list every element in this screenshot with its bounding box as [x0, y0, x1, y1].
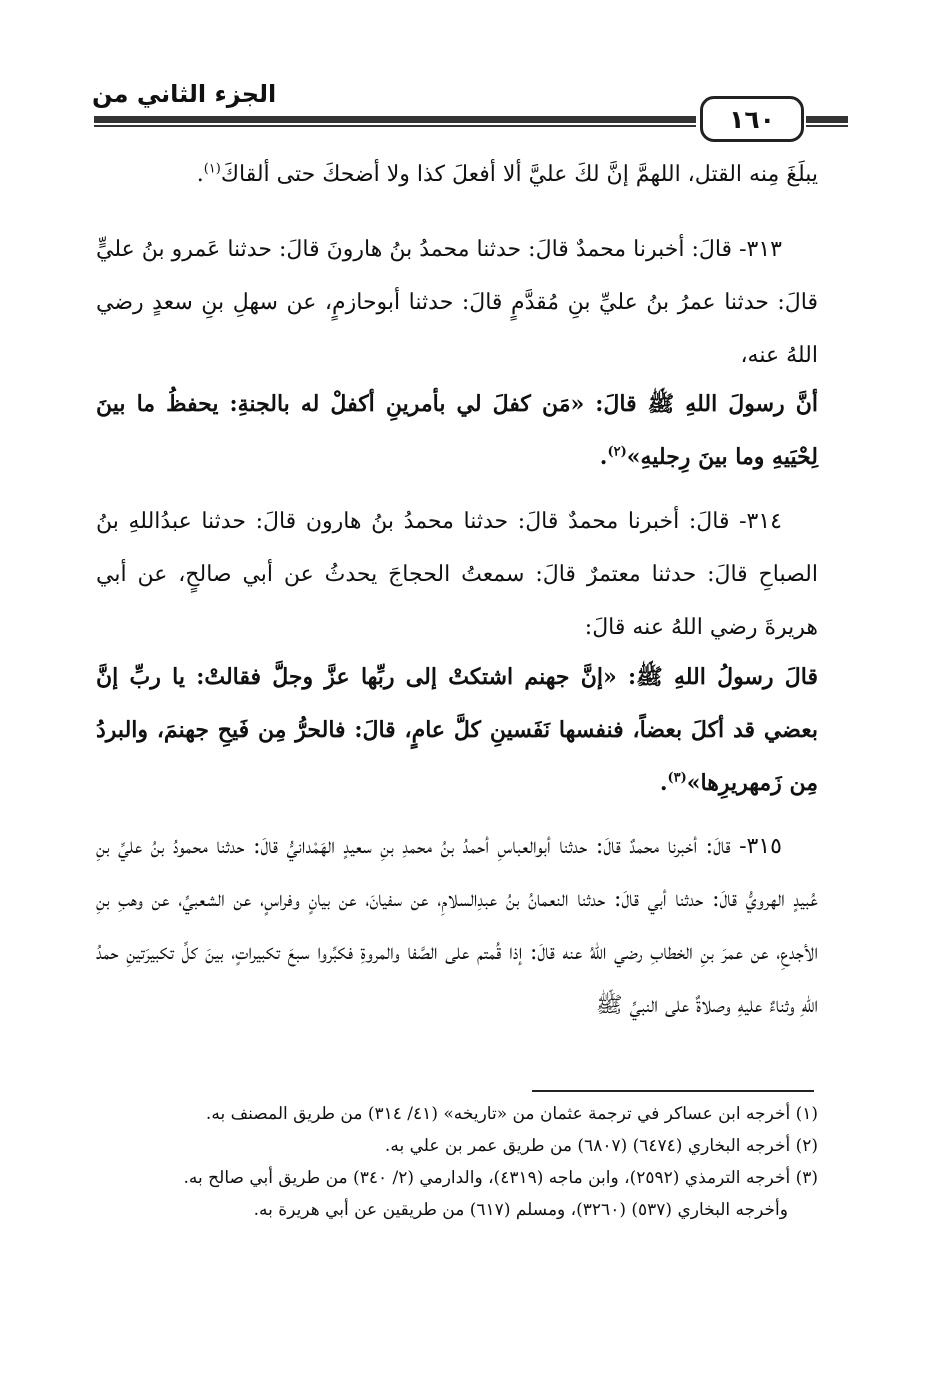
- header-rule-left: [94, 116, 696, 123]
- footnote-2: (٢) أخرجه البخاري (٦٤٧٤) (٦٨٠٧) من طريق عمر بن علي به.: [384, 1136, 818, 1156]
- paragraph-text: - قالَ: أخبرنا محمدٌ قالَ: حدثنا محمدُ بنُ هارونَ قالَ: حدثنا عَمرو بنُ عليٍّ قالَ: حدثنا عمرُ بنُ عليِّ بنِ مُقدَّمٍ قالَ: حدثنا أبوحازمٍ، عن سهلِ بنِ سعدٍ رضي اللهُ عنه،: [96, 237, 818, 368]
- hadith-number: ٣١٣: [746, 237, 782, 262]
- page-number: ١٦٠: [700, 96, 804, 142]
- footnotes: [96, 1098, 818, 1226]
- paragraph-end: .: [196, 162, 204, 187]
- hadith-text: قالَ رسولُ اللهِ ﷺ: «إنَّ جهنم اشتكتْ إلى ربِّها عزَّ وجلَّ فقالتْ: يا ربِّ إنَّ بعضي قد أكلَ بعضاً، فنفسها نَفَسينِ كلَّ عامٍ، قالَ: فالحرُّ مِن فَيحِ جهنمَ، والبردُ مِن زَمهريرِها»: [96, 664, 818, 796]
- hadith-313-text: [96, 378, 818, 484]
- hadith-314-text: [96, 651, 818, 810]
- running-head: الجزء الثاني من: [92, 80, 277, 108]
- hadith-number: ٣١٤: [746, 509, 782, 534]
- hadith-313-chain: [96, 223, 818, 382]
- paragraph-text: - قالَ: أخبرنا محمدٌ قالَ: حدثنا محمدُ بنُ هارون قالَ: حدثنا عبدُاللهِ بنُ الصباحِ قالَ: حدثنا معتمرٌ قالَ: سمعتُ الحجاجَ يحدثُ عن أبي صالحٍ، عن أبي هريرةَ رضي اللهُ عنه قالَ:: [96, 509, 818, 640]
- paragraph-end: .: [599, 444, 608, 470]
- footnote-ref: (١): [203, 161, 221, 177]
- footnote-ref: (٢): [607, 444, 627, 460]
- paragraph-end: .: [659, 770, 668, 796]
- hadith-315-chain: [96, 820, 818, 1032]
- hadith-number: ٣١٥: [746, 834, 782, 859]
- paragraph-continuation: [96, 148, 818, 201]
- footnote-separator: [532, 1090, 814, 1092]
- hadith-314-chain: [96, 495, 818, 654]
- paragraph-text: يبلَغَ مِنه القتل، اللهمَّ إنَّ لكَ عليَّ ألا أفعلَ كذا ولا أضحكَ حتى ألقاكَ: [220, 162, 818, 187]
- footnote-3: (٣) أخرجه الترمذي (٢٥٩٢)، وابن ماجه (٤٣١٩)، والدارمي (٢/ ٣٤٠) من طريق أبي صالح به.: [183, 1168, 818, 1188]
- paragraph-text: - قالَ: أخبرنا محمدٌ قالَ: حدثنا أبوالعباسِ أحمدُ بنُ محمدِ بنِ سعيدٍ الهَمْدانيُّ قالَ: حدثنا محمودُ بنُ عليِّ بنِ عُبيدٍ الهرويُّ قالَ: حدثنا أبي قالَ: حدثنا النعمانُ بنُ عبدِالسلامِ، عن سفيانَ، عن بيانٍ وفراسٍ، عن الشعبيِّ، عن وهبِ بنِ الأجدعِ، عن عمرَ بنِ الخطابِ رضي اللهُ عنه قالَ: إذا قُمتم على الصَّفا والمروةِ فكبِّروا سبعَ تكبيراتٍ، بينَ كلِّ تكبيرَتينِ حمدُ اللهِ وثناءٌ عليهِ وصلاةٌ على النبيِّ ﷺ: [96, 834, 818, 1018]
- header-rule-right: [806, 116, 848, 123]
- footnote-1: (١) أخرجه ابن عساكر في ترجمة عثمان من «تاريخه» (٤١/ ٣١٤) من طريق المصنف به.: [205, 1104, 818, 1124]
- footnote-3-continuation: وأخرجه البخاري (٥٣٧) (٣٢٦٠)، ومسلم (٦١٧) من طريقين عن أبي هريرة به.: [253, 1200, 788, 1220]
- footnote-ref: (٣): [667, 770, 687, 786]
- hadith-text: أنَّ رسولَ اللهِ ﷺ قالَ: «مَن كفلَ لي بأمرينِ أكفلْ له بالجنةِ: يحفظُ ما بينَ لِحْيَيهِ وما بينَ رِجليهِ»: [96, 391, 818, 470]
